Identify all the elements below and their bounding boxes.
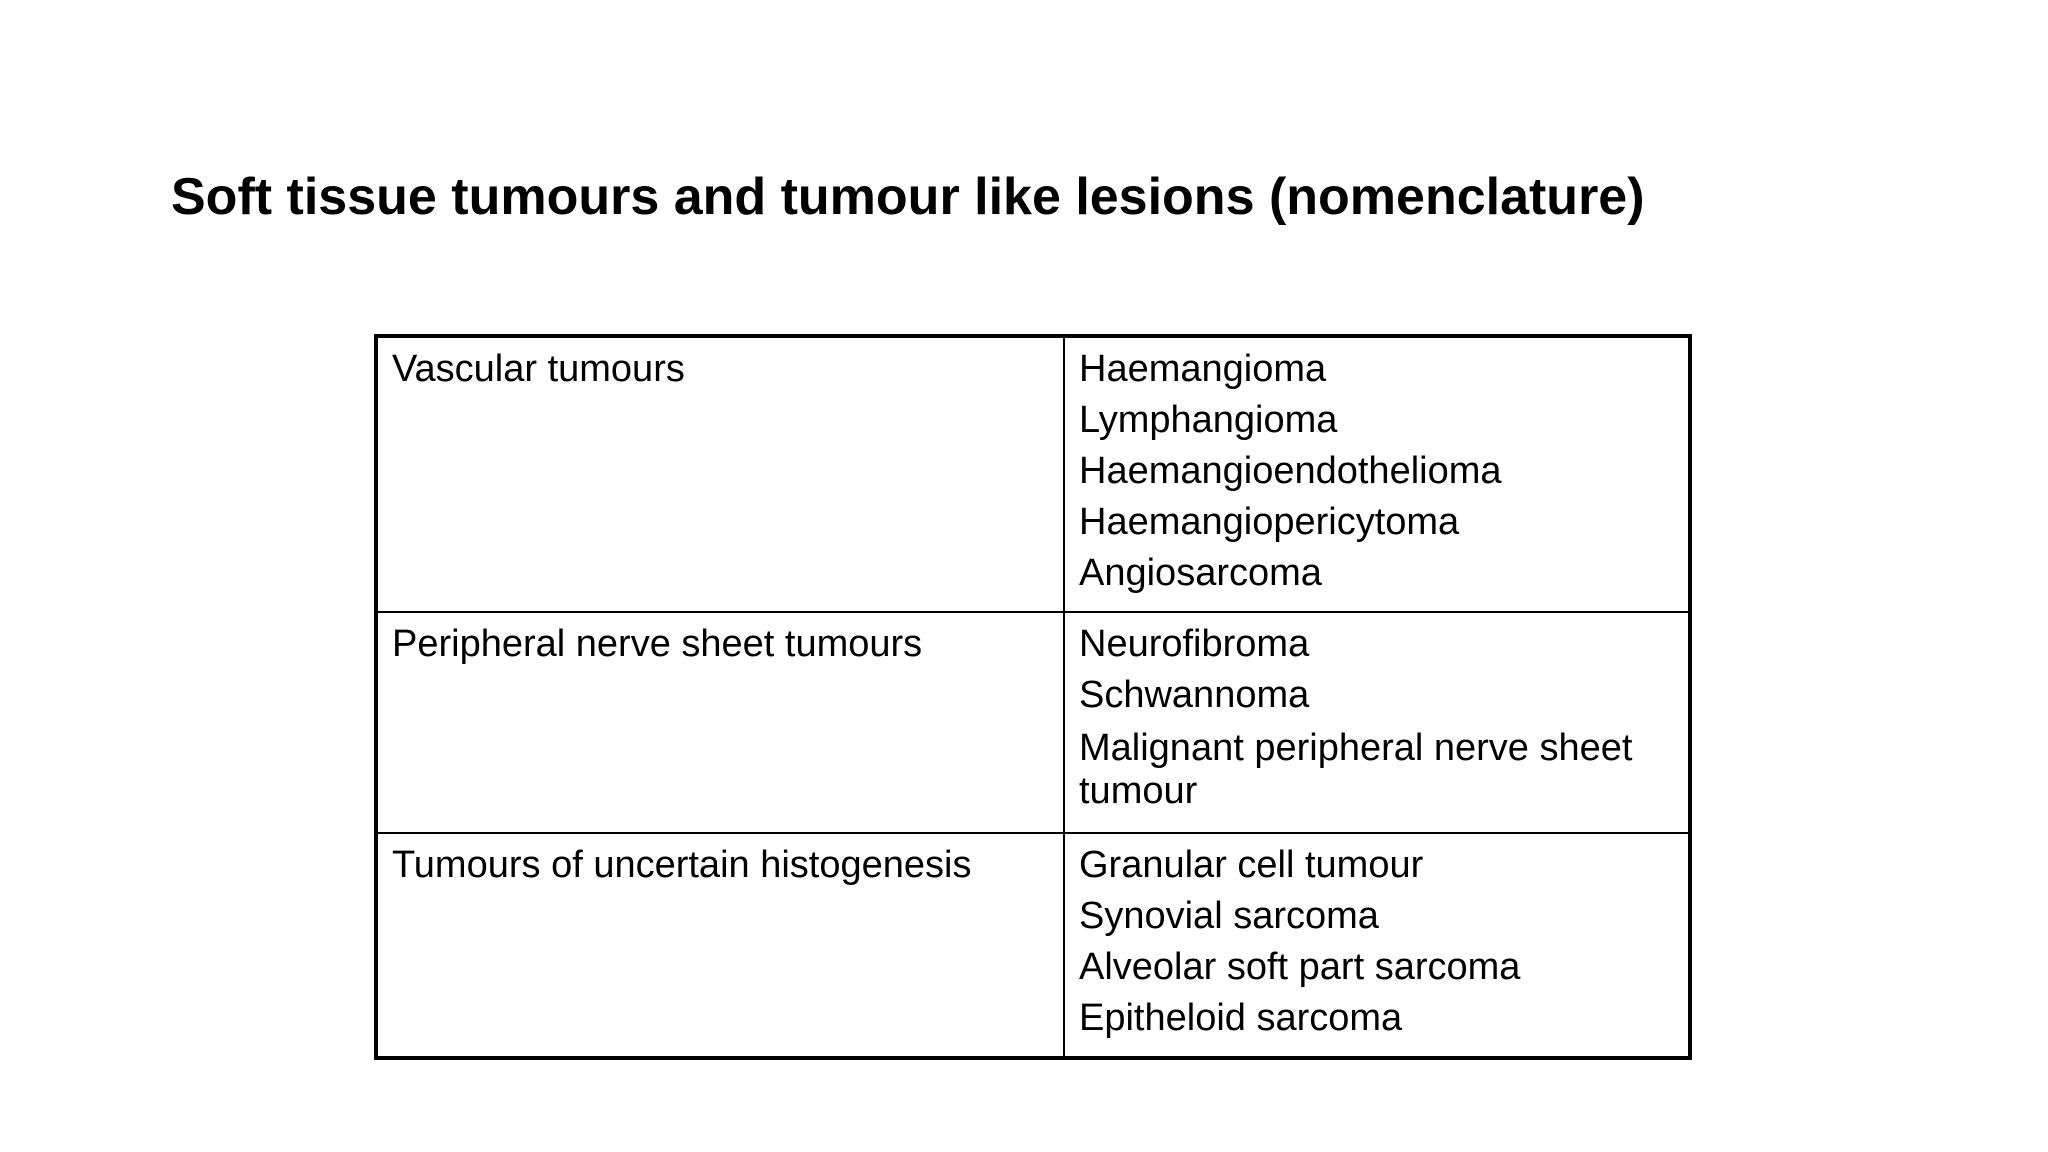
entity-item: Lymphangioma <box>1079 399 1338 441</box>
category-cell <box>376 833 1064 1058</box>
entity-item: Angiosarcoma <box>1079 552 1322 594</box>
entity-item: Haemangioendothelioma <box>1079 450 1502 492</box>
table-row <box>376 833 1690 1058</box>
entity-list <box>1079 350 1674 592</box>
slide-title: Soft tissue tumours and tumour like lesions (nomenclature) <box>171 168 1645 226</box>
category-label: Peripheral nerve sheet tumours <box>392 623 923 665</box>
entity-item: Malignant peripheral nerve sheet tumour <box>1079 727 1633 812</box>
entity-item: Schwannoma <box>1079 674 1310 716</box>
entity-list <box>1079 625 1674 813</box>
category-label: Tumours of uncertain histogenesis <box>392 844 972 886</box>
entities-cell <box>1064 833 1690 1058</box>
category-cell <box>376 336 1064 612</box>
entities-cell <box>1064 612 1690 833</box>
entity-item: Haemangiopericytoma <box>1079 501 1460 543</box>
entity-item: Haemangioma <box>1079 348 1327 390</box>
entity-item: Granular cell tumour <box>1079 844 1424 886</box>
entity-item: Epitheloid sarcoma <box>1079 997 1403 1039</box>
nomenclature-table <box>374 334 1692 1060</box>
table-row <box>376 612 1690 833</box>
table-row <box>376 336 1690 612</box>
entity-item: Neurofibroma <box>1079 623 1310 665</box>
entity-list <box>1079 846 1674 1037</box>
entity-item: Synovial sarcoma <box>1079 895 1379 937</box>
category-label: Vascular tumours <box>392 348 685 390</box>
category-cell <box>376 612 1064 833</box>
entity-item: Alveolar soft part sarcoma <box>1079 946 1521 988</box>
entities-cell <box>1064 336 1690 612</box>
